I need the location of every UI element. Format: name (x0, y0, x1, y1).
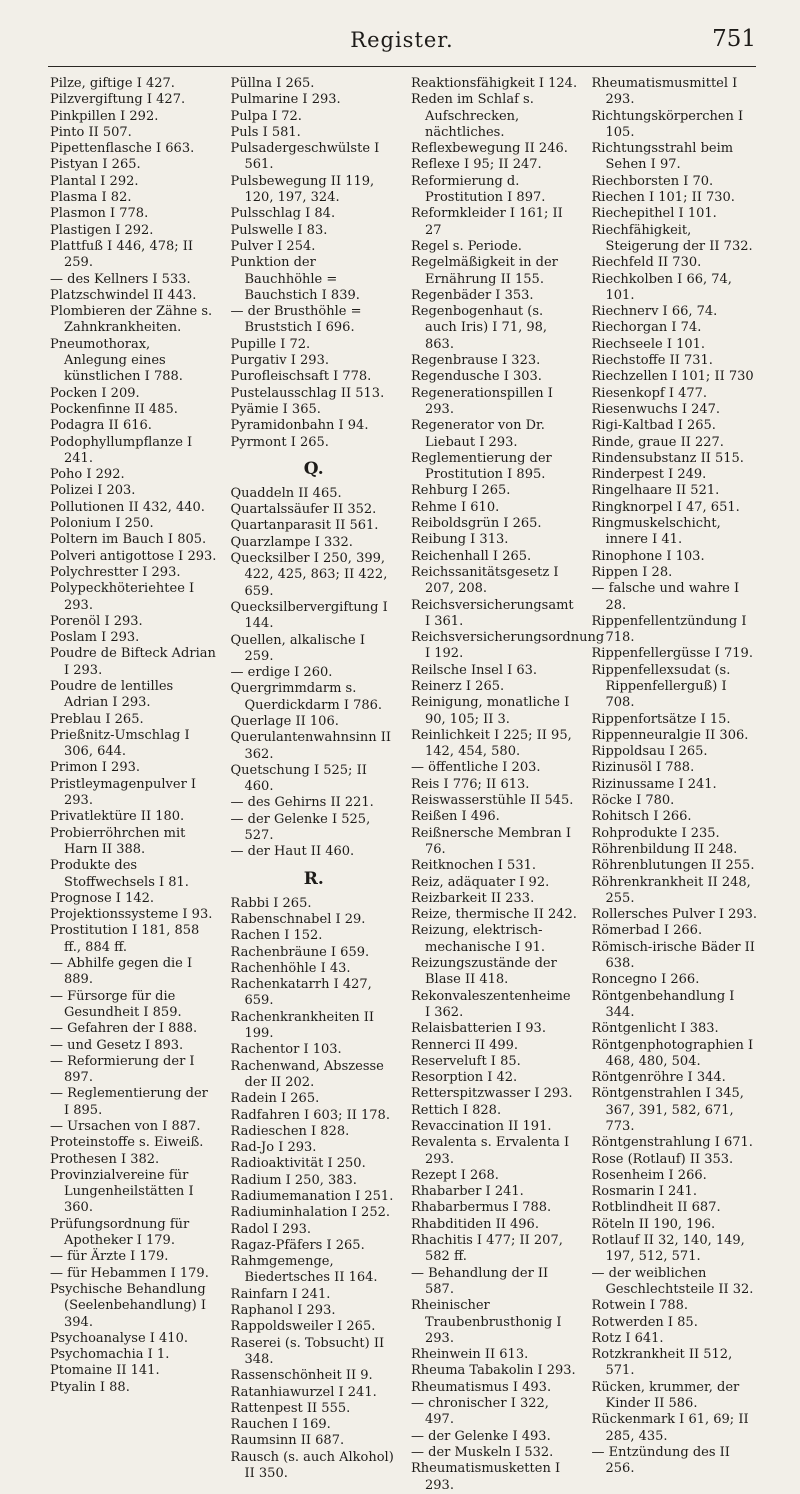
index-column-4 (591, 76, 759, 1477)
index-entry: Rizinusöl I 788. (591, 760, 695, 776)
index-entry: Radium I 250, 383. (230, 1172, 357, 1188)
index-entry: — für Hebammen I 179. (50, 1265, 209, 1281)
index-entry: Rotblindheit II 687. (591, 1200, 721, 1216)
index-entry: Rosenheim I 266. (591, 1167, 707, 1183)
index-entry: Röntgenstrahlung I 671. (591, 1135, 753, 1151)
index-entry: Pinto II 507. (50, 124, 132, 140)
index-entry: Rachen I 152. (230, 928, 323, 944)
index-entry: Psychische Behandlung (Seelenbehandlung) I 394. (50, 1281, 206, 1330)
index-entry: Plasmon I 778. (50, 206, 149, 222)
index-entry: Reserveluft I 85. (411, 1053, 521, 1069)
index-entry: Pyrmont I 265. (230, 434, 329, 450)
index-entry: Regenerator von Dr. Liebaut I 293. (411, 418, 545, 450)
index-entry: Rehburg I 265. (411, 483, 511, 499)
index-entry: Regendusche I 303. (411, 369, 542, 385)
index-entry: — Fürsorge für die Gesundheit I 859. (50, 988, 182, 1020)
index-entry: Regenbrause I 323. (411, 353, 541, 369)
index-entry: Relaisbatterien I 93. (411, 1021, 546, 1037)
index-entry: Röntgenbehandlung I 344. (591, 988, 735, 1020)
index-entry: Rheumatismusmittel I 293. (591, 76, 738, 108)
index-entry: Pulver I 254. (230, 238, 316, 254)
index-entry: Roncegno I 266. (591, 972, 700, 988)
index-entry: Rheumatismusketten I 293. (411, 1461, 561, 1493)
index-entry: Pilze, giftige I 427. (50, 76, 175, 91)
index-entry: Pulpa I 72. (230, 108, 302, 124)
index-entry: Riechfähigkeit, Steigerung der II 732. (591, 222, 753, 254)
index-entry: Rinophone I 103. (591, 548, 705, 564)
index-entry: Pustelausschlag II 513. (230, 385, 385, 401)
index-entry: Polypeckhöteriehtee I 293. (50, 581, 195, 613)
index-entry: Projektionssysteme I 93. (50, 907, 213, 923)
index-entry: Psychoanalyse I 410. (50, 1330, 188, 1346)
index-entry: Römerbad I 266. (591, 923, 703, 939)
index-entry: Rhabditiden II 496. (411, 1216, 539, 1232)
index-column-1 (50, 76, 217, 1395)
index-entry: Rennerci II 499. (411, 1037, 519, 1053)
index-entry: Puroﬂeischsaft I 778. (230, 369, 372, 385)
index-entry: — der weiblichen Geschlechtsteile II 32. (591, 1265, 754, 1297)
index-entry: Rekonvaleszentenheime I 362. (411, 988, 571, 1020)
index-entry: Rohitsch I 266. (591, 809, 692, 825)
index-entry: Reizbarkeit II 233. (411, 890, 535, 906)
index-entry: Rippenfellentzündung I 718. (591, 613, 747, 646)
index-entry: Reformierung d. Prostitution I 897. (411, 173, 546, 206)
index-entry: Rotwein I 788. (591, 1298, 689, 1314)
index-entry: Pocken I 209. (50, 385, 140, 401)
index-entry: Revaccination II 191. (411, 1119, 552, 1134)
index-entry: Pulsadergeschwülste I 561. (230, 141, 380, 173)
index-entry: Raumsinn II 687. (230, 1433, 345, 1449)
index-entry: — Reglementierung der I 895. (50, 1086, 208, 1118)
index-entry: Polveri antigottose I 293. (50, 548, 217, 564)
index-entry: Reibung I 313. (411, 532, 509, 548)
index-entry: Polychrestter I 293. (50, 564, 181, 580)
index-entry: Prostitution I 181, 858 ff., 884 ff. (50, 923, 200, 955)
index-entry: Raserei (s. Tobsucht) II 348. (230, 1335, 385, 1367)
index-entry: Rinderpest I 249. (591, 467, 707, 483)
index-entry: Prognose I 142. (50, 890, 155, 906)
index-entry: — falsche und wahre I 28. (591, 581, 740, 613)
index-entry: Reiboldsgrün I 265. (411, 516, 542, 532)
index-entry: Riechepithel I 101. (591, 206, 717, 222)
index-entry: — für Ärzte I 179. (50, 1249, 169, 1265)
index-entry: Rohprodukte I 235. (591, 825, 720, 841)
index-entry: — öffentliche I 203. (411, 760, 541, 776)
index-entry: Reichsversicherungsamt I 361. (411, 597, 574, 629)
index-entry: Rausch (s. auch Alkohol) II 350. (230, 1449, 394, 1482)
index-entry: Quartanparasit II 561. (230, 518, 379, 534)
index-entry: Porenöl I 293. (50, 613, 143, 629)
index-entry: — und Gesetz I 893. (50, 1037, 184, 1053)
index-entry: Regelmäßigkeit in der Ernährung II 155. (411, 255, 558, 287)
index-entry: Rettich I 828. (411, 1102, 502, 1118)
index-entry: Rachenkatarrh I 427, 659. (230, 977, 372, 1009)
index-entry: Reichsversicherungsordnung I 192. (411, 630, 605, 662)
index-entry: Rachenbräune I 659. (230, 944, 370, 960)
section-letter: R. (303, 868, 324, 889)
index-entry: Reinerz I 265. (411, 678, 505, 694)
index-entry: Quecksilber I 250, 399, 422, 425, 863; II 422, 659. (230, 551, 388, 599)
index-entry: Polonium I 250. (50, 516, 154, 532)
index-entry: Punktion der Bauchhöhle = Bauchstich I 839. (230, 255, 360, 303)
index-entry: Rose (Rotlauf) II 353. (591, 1151, 734, 1167)
index-entry: Querlage II 106. (230, 713, 339, 729)
index-entry: Reiz, adäquater I 92. (411, 874, 550, 890)
index-entry: — Abhilfe gegen die I 889. (50, 956, 193, 988)
index-entry: Poho I 292. (50, 467, 125, 483)
index-entry: — chronischer I 322, 497. (411, 1396, 549, 1428)
index-entry: Rheuma Tabakolin I 293. (411, 1363, 576, 1379)
index-entry: Prothesen I 382. (50, 1151, 160, 1167)
index-entry: Primon I 293. (50, 760, 140, 776)
index-entry: Püllna I 265. (230, 76, 315, 91)
index-entry: Riechen I 101; II 730. (591, 190, 735, 206)
index-entry: Pinkpillen I 292. (50, 108, 159, 124)
index-entry: Pistyan I 265. (50, 157, 141, 173)
index-entry: Produkte des Stoffwechsels I 81. (50, 858, 189, 890)
index-entry: Ragaz-Pfäfers I 265. (230, 1237, 365, 1253)
index-entry: — der Haut II 460. (230, 844, 355, 860)
index-entry: — Ursachen von I 887. (50, 1119, 201, 1134)
index-column-2 (230, 76, 398, 1482)
index-entry: Reichssanitätsgesetz I 207, 208. (411, 564, 559, 597)
section-letter: Q. (303, 458, 324, 479)
index-entry: Radol I 293. (230, 1221, 311, 1237)
index-entry: Ratanhiawurzel I 241. (230, 1384, 377, 1400)
index-entry: Reizungszustände der Blase II 418. (411, 956, 557, 988)
index-entry: Rotzkrankheit II 512, 571. (591, 1347, 733, 1379)
index-entry: Rücken, krummer, der Kinder II 586. (591, 1379, 740, 1412)
index-entry: Rippenfellexsudat (s. Rippenfellerguß) I 708. (591, 662, 731, 711)
index-entry: Privatlektüre II 180. (50, 809, 185, 825)
index-entry: Regenerationspillen I 293. (411, 385, 553, 417)
index-entry: Rhabarber I 241. (411, 1184, 524, 1200)
index-entry: Quartalssäufer II 352. (230, 502, 377, 518)
index-entry: Rehme I 610. (411, 499, 500, 515)
index-entry: Pipettenflasche I 663. (50, 141, 195, 157)
index-entry: Röntgenröhre I 344. (591, 1070, 726, 1086)
index-entry: Quergrimmdarm s. Querdickdarm I 786. (230, 681, 383, 713)
index-entry: Platzschwindel II 443. (50, 287, 197, 303)
index-entry: Reaktionsfähigkeit I 124. (411, 76, 578, 91)
index-entry: Rizinussame I 241. (591, 776, 717, 792)
index-entry: Radiuminhalation I 252. (230, 1205, 391, 1221)
index-entry: Radiumemanation I 251. (230, 1189, 394, 1204)
index-entry: Rachenhöhle I 43. (230, 960, 351, 976)
index-entry: Röntgenlicht I 383. (591, 1021, 719, 1037)
index-entry: Purgativ I 293. (230, 353, 329, 369)
index-entry: Pristleymagenpulver I 293. (50, 776, 197, 809)
index-entry: Pupille I 72. (230, 336, 311, 352)
index-entry: Reißnersche Membran I 76. (411, 825, 572, 857)
index-entry: Rigi-Kaltbad I 265. (591, 418, 716, 434)
index-entry: Quarzlampe I 332. (230, 534, 353, 550)
index-entry: Rezept I 268. (411, 1167, 499, 1183)
index-entry: Quecksilbervergiftung I 144. (230, 599, 388, 632)
index-entry: Rinde, graue II 227. (591, 434, 724, 450)
index-entry: Rheinischer Traubenbrusthonig I 293. (411, 1298, 562, 1346)
index-entry: Plantal I 292. (50, 173, 139, 189)
index-entry: — der Gelenke I 493. (411, 1428, 551, 1444)
index-entry: Ptomaine II 141. (50, 1363, 160, 1379)
index-entry: Reichenhall I 265. (411, 548, 532, 564)
index-entry: Radieschen I 828. (230, 1123, 350, 1139)
index-entry: Reitknochen I 531. (411, 858, 537, 874)
index-entry: Röntgenstrahlen I 345, 367, 391, 582, 671, 773. (591, 1086, 744, 1134)
index-entry: Rad-Jo I 293. (230, 1140, 317, 1156)
index-entry: Reiswasserstühle II 545. (411, 793, 574, 809)
index-entry: Proteinstoffe s. Eiweiß. (50, 1135, 204, 1151)
index-entry: Quaddeln II 465. (230, 485, 342, 501)
index-entry: Poudre de lentilles Adrian I 293. (50, 678, 174, 711)
index-entry: Röhrenkrankheit II 248, 255. (591, 874, 751, 906)
index-entry: Rabbi I 265. (230, 895, 312, 911)
index-entry: Poslam I 293. (50, 630, 140, 646)
index-entry: Reinigung, monatliche I 90, 105; II 3. (411, 695, 570, 727)
index-entry: Radioaktivität I 250. (230, 1156, 366, 1172)
index-entry: Retterspitzwasser I 293. (411, 1086, 573, 1102)
index-column-3 (411, 76, 605, 1493)
index-entry: Riechseele I 101. (591, 336, 706, 352)
index-entry: Pollutionen II 432, 440. (50, 499, 205, 515)
index-entry: Quetschung I 525; II 460. (230, 762, 367, 795)
index-entry: Rachentor I 103. (230, 1042, 342, 1058)
page-title: Register. (350, 28, 454, 52)
index-entry: Rabenschnabel I 29. (230, 911, 366, 927)
index-entry: Rauchen I 169. (230, 1417, 331, 1433)
index-entry: Röhrenblutungen II 255. (591, 858, 755, 874)
index-entry: Plombieren der Zähne s. Zahnkrankheiten. (50, 304, 213, 336)
index-entry: Rachenkrankheiten II 199. (230, 1009, 375, 1042)
index-entry: Psychomachia I 1. (50, 1347, 170, 1363)
index-entry: Reizung, elektrisch-mechanische I 91. (411, 923, 546, 955)
index-entry: — des Kellners I 533. (50, 271, 191, 287)
index-entry: Richtungskörperchen I 105. (591, 108, 744, 140)
index-entry: Rachenwand, Abszesse der II 202. (230, 1058, 384, 1090)
index-entry: Pulsschlag I 84. (230, 206, 336, 222)
index-entry: Prüfungsordnung für Apotheker I 179. (50, 1216, 190, 1249)
index-entry: Rippenfellergüsse I 719. (591, 646, 753, 662)
index-entry: — des Gehirns II 221. (230, 795, 374, 811)
page-header (48, 22, 756, 67)
index-entry: Riesenkopf I 477. (591, 385, 708, 401)
index-entry: Pulswelle I 83. (230, 222, 328, 238)
index-entry: Riechfeld II 730. (591, 255, 702, 271)
index-entry: Rindensubstanz II 515. (591, 450, 744, 466)
index-entry: Regenbogenhaut (s. auch Iris) I 71, 98, 863. (411, 304, 548, 352)
index-entry: Radein I 265. (230, 1091, 320, 1107)
index-entry: Reinlichkeit I 225; II 95, 142, 454, 580. (411, 727, 572, 760)
index-entry: — Behandlung der II 587. (411, 1265, 549, 1297)
index-entry: — der Gelenke I 525, 527. (230, 811, 371, 844)
index-entry: Riechorgan I 74. (591, 320, 702, 336)
index-entry: Röntgenphotographien I 468, 480, 504. (591, 1037, 754, 1069)
index-entry: Ringmuskelschicht, innere I 41. (591, 516, 721, 548)
index-entry: Rassenschönheit II 9. (230, 1368, 373, 1384)
index-entry: Rippenfortsätze I 15. (591, 711, 731, 727)
index-entry: Rattenpest II 555. (230, 1400, 351, 1416)
index-entry: Raphanol I 293. (230, 1303, 336, 1319)
index-entry: Reglementierung der Prostitution I 895. (411, 450, 552, 483)
index-columns (50, 76, 758, 1493)
index-entry: Reflexe I 95; II 247. (411, 157, 542, 173)
index-entry: Ringelhaare II 521. (591, 483, 720, 499)
index-entry: Radfahren I 603; II 178. (230, 1107, 390, 1123)
index-entry: Rotlauf II 32, 140, 149, 197, 512, 571. (591, 1233, 745, 1265)
index-entry: Reis I 776; II 613. (411, 776, 530, 792)
index-entry: Poudre de Bifteck Adrian I 293. (50, 646, 216, 678)
index-entry: Riechborsten I 70. (591, 173, 714, 189)
index-entry: Plattfuß I 446, 478; II 259. (50, 238, 194, 271)
index-entry: Riechnerv I 66, 74. (591, 304, 718, 320)
index-entry: Rhachitis I 477; II 207, 582 ff. (411, 1233, 563, 1265)
index-entry: Rahmgemenge, Biedertsches II 164. (230, 1254, 378, 1286)
index-entry: Römisch-irische Bäder II 638. (591, 939, 755, 972)
index-entry: Ptyalin I 88. (50, 1379, 130, 1395)
index-entry: Reißen I 496. (411, 809, 500, 825)
index-entry: Rippoldsau I 265. (591, 744, 708, 760)
index-entry: Ringknorpel I 47, 651. (591, 499, 740, 515)
index-entry: Pilzvergiftung I 427. (50, 92, 186, 108)
index-entry: Reformkleider I 161; II 27 (411, 206, 563, 238)
index-entry: Riechstoffe II 731. (591, 353, 713, 369)
index-entry: Rippen I 28. (591, 564, 673, 580)
index-entry: Querulantenwahnsinn II 362. (230, 730, 391, 762)
index-entry: Rotwerden I 85. (591, 1314, 698, 1330)
index-entry: Rainfarn I 241. (230, 1286, 331, 1302)
index-entry: Podagra II 616. (50, 418, 152, 434)
index-entry: Quellen, alkalische I 259. (230, 632, 366, 664)
index-entry: Richtungsstrahl beim Sehen I 97. (591, 141, 734, 173)
index-entry: Pulsbewegung II 119, 120, 197, 324. (230, 173, 375, 206)
index-entry: Prießnitz-Umschlag I 306, 644. (50, 727, 190, 760)
index-entry: Pneumothorax, Anlegung eines künstlichen I 788. (50, 336, 183, 385)
index-entry: Regel s. Periode. (411, 238, 522, 254)
index-entry: Pyämie I 365. (230, 401, 321, 417)
index-entry: Probierröhrchen mit Harn II 388. (50, 825, 186, 857)
index-entry: Revalenta s. Ervalenta I 293. (411, 1135, 570, 1167)
page-number: 751 (712, 26, 756, 52)
index-entry: Podophyllumpflanze I 241. (50, 434, 193, 466)
index-entry: Plastigen I 292. (50, 222, 154, 238)
index-entry: Plasma I 82. (50, 190, 132, 206)
index-entry: Rollersches Pulver I 293. (591, 907, 758, 923)
index-entry: Provinzialvereine für Lungenheilstätten I 360. (50, 1167, 194, 1216)
index-entry: Pulmarine I 293. (230, 92, 341, 108)
index-entry: Reize, thermische II 242. (411, 907, 577, 923)
index-entry: — Reformierung der I 897. (50, 1053, 195, 1086)
index-entry: Rückenmark I 61, 69; II 285, 435. (591, 1412, 749, 1444)
index-entry: — Entzündung des II 256. (591, 1444, 730, 1477)
index-entry: Rosmarin I 241. (591, 1184, 697, 1200)
index-entry: Rappoldsweiler I 265. (230, 1319, 376, 1335)
index-entry: Riechzellen I 101; II 730 (591, 369, 754, 385)
index-entry: Röhrenbildung II 248. (591, 841, 738, 857)
index-entry: Riechkolben I 66, 74, 101. (591, 271, 732, 303)
index-entry: Rippenneuralgie II 306. (591, 727, 749, 743)
index-entry: Polizei I 203. (50, 483, 136, 499)
index-entry: Rotz I 641. (591, 1330, 664, 1346)
index-entry: — der Brusthöhle = Bruststich I 696. (230, 304, 362, 336)
index-entry: Röteln II 190, 196. (591, 1216, 716, 1232)
index-entry: — Gefahren der I 888. (50, 1021, 198, 1037)
index-entry: Preblau I 265. (50, 711, 144, 727)
index-entry: Rhabarbermus I 788. (411, 1200, 552, 1216)
index-entry: Rheumatismus I 493. (411, 1379, 552, 1395)
index-entry: — erdige I 260. (230, 665, 333, 681)
index-entry: Reflexbewegung II 246. (411, 141, 568, 157)
index-entry: — der Muskeln I 532. (411, 1444, 554, 1460)
index-entry: Regenbäder I 353. (411, 287, 534, 303)
index-entry: Reden im Schlaf s. Aufschrecken, nächtliches. (411, 92, 534, 140)
index-entry: Rheinwein II 613. (411, 1347, 529, 1363)
index-entry: Poltern im Bauch I 805. (50, 532, 207, 548)
index-entry: Pyramidonbahn I 94. (230, 418, 369, 434)
index-entry: Röcke I 780. (591, 793, 675, 809)
index-entry: Pockenfinne II 485. (50, 401, 178, 417)
index-entry: Reilsche Insel I 63. (411, 662, 538, 678)
index-entry: Resorption I 42. (411, 1070, 518, 1086)
index-entry: Puls I 581. (230, 124, 301, 140)
index-entry: Riesenwuchs I 247. (591, 401, 721, 417)
